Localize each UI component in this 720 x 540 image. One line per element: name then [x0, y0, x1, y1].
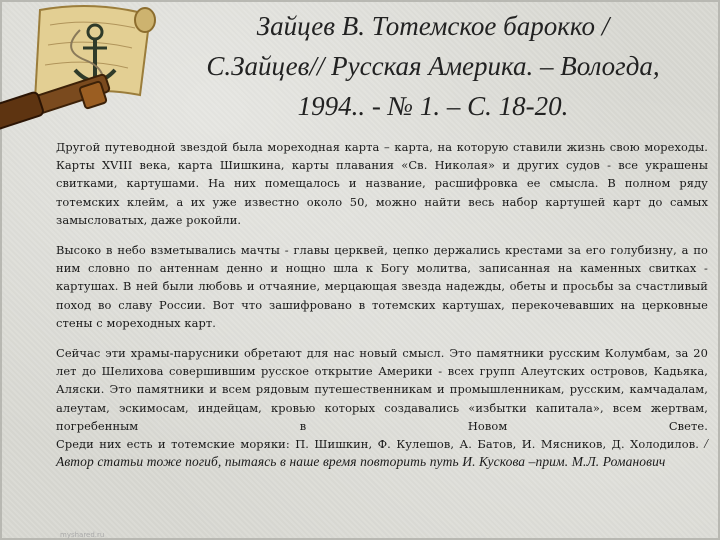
slide-title — [150, 6, 716, 126]
body-text — [56, 138, 708, 471]
scroll-map-decoration — [0, 0, 170, 150]
watermark: myshared.ru — [60, 531, 105, 539]
paragraph-2: Высоко в небо взметывались мачты - главы церквей, цепко держались крестами за его голубизну, а по ним словно по антеннам денно и нощно шла к Богу молитва, записанная на каменных свитках - картушах. В ней были любовь и отчаяние, мерцающая звезда надежды, обеты и просьбы за счастливый поход во славу России. Вот что зашифровано в тотемских картушах, перекочевавших на церковные стены с мореходных карт. — [56, 243, 708, 330]
paragraph-1: Другой путеводной звездой была мореходная карта – карта, на которую ставили жизнь свою мореходы. Карты XVIII века, карта Шишкина, карты плавания «Св. Николая» и других судов - все украшены свитками, картушами. На них помещалось и название, расшифровка ее смысла. В полном ряду тотемских клейм, а их уже известно около 50, можно найти весь набор картушей карт до самых замысловатых, даже рокойли. — [56, 140, 708, 227]
title-line-1: Зайцев В. Тотемское барокко / — [256, 11, 610, 41]
paragraph-4-main: Среди них есть и тотемские моряки: П. Шишкин, Ф. Кулешов, А. Батов, И. Мясников, Д. Холодилов. — [56, 437, 699, 452]
paragraph-3: Сейчас эти храмы-парусники обретают для нас новый смысл. Это памятники русским Колумбам, за 20 лет до Шелихова совершившим русское открытие Америки - всех групп Алеутских островов, Кадьяка, Аляски. Это памятники и всем рядовым путешественникам и промышленникам, русским, камчадалам, алеутам, эскимосам, индейцам, кровью которых создавались «избытки капитала», всем жертвам, погребенным в Новом Свете. — [56, 346, 708, 433]
title-line-3: 1994.. - № 1. – С. 18-20. — [297, 91, 569, 121]
title-line-2: С.Зайцев// Русская Америка. – Вологда, — [206, 51, 660, 81]
paragraph-4 — [56, 435, 708, 471]
paragraph-4-credit: /Автор статьи тоже погиб, пытаясь в наше время повторить путь И. Кускова –прим. М.Л. Романович — [56, 436, 708, 470]
